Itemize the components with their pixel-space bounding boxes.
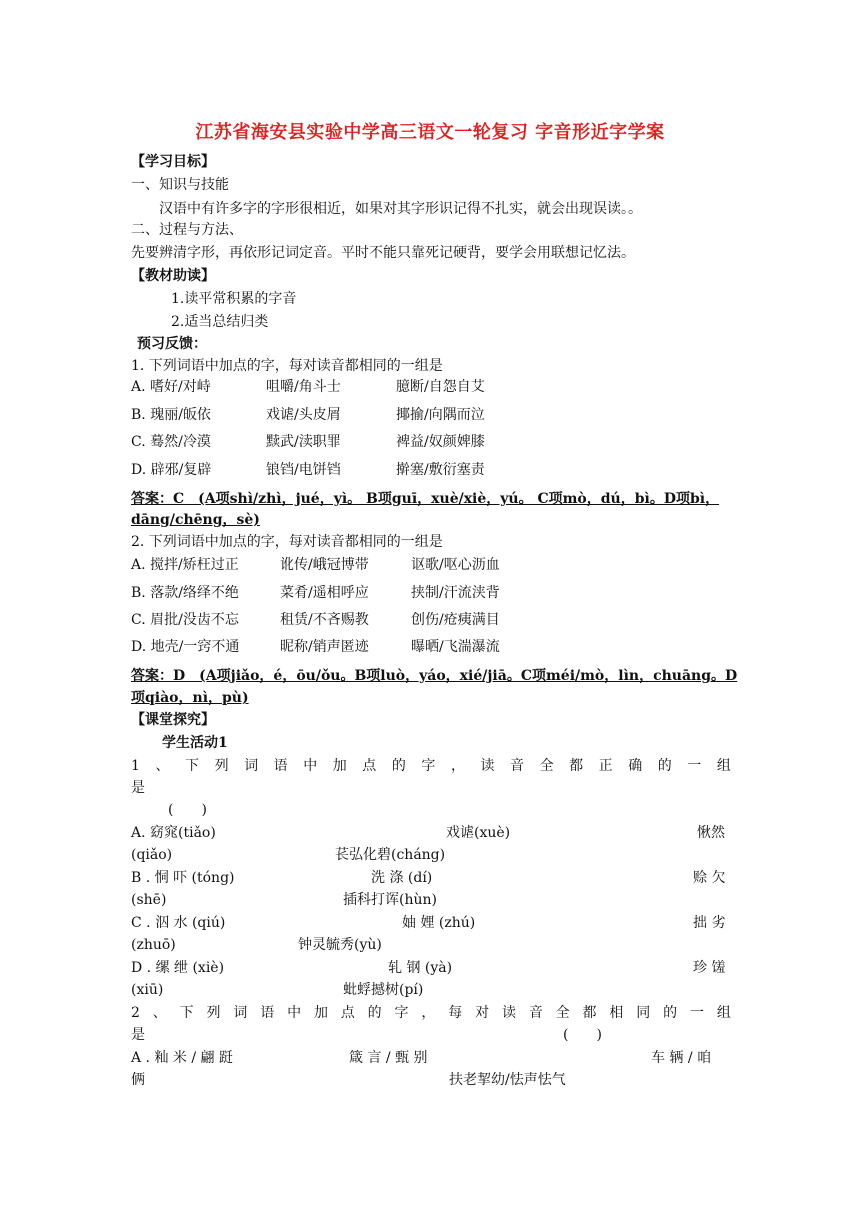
stem-char: 列 (206, 1005, 221, 1021)
activity-title: 学生活动1 (162, 735, 228, 751)
q2-option-d-1: D. 地壳/一窍不通 (131, 639, 240, 655)
page-title: 江苏省海安县实验中学高三语文一轮复习 字音形近字学案 (195, 122, 665, 143)
q2-option-d-3: 曝晒/飞湍瀑流 (411, 639, 500, 655)
answer-2 (131, 666, 737, 686)
goal2-text: 先要辨清字形，再依形记词定音。平时不能只靠死记硬背，要学会用联想记忆法。 (131, 245, 635, 261)
q1-option-a-2: 咀嚼/角斗士 (266, 379, 341, 395)
stem-char: 列 (214, 758, 229, 774)
exercise-1-stem-tail: 是 (131, 780, 145, 796)
stem-char: 词 (244, 758, 259, 774)
ex1-option-c-3-pinyin: (zhuō) (131, 937, 176, 953)
question-2: 2. 下列词语中加点的字，每对读音都相同的一组是 (131, 534, 443, 550)
stem-char: 组 (716, 758, 731, 774)
q1-option-a-1: A. 嗜好/对峙 (131, 379, 211, 395)
ex2-option-a-4: 扶老挈幼/怯声怯气 (449, 1072, 566, 1088)
stem-char: 、 (152, 1005, 167, 1021)
stem-char: 下 (179, 1005, 194, 1021)
ex1-option-d-3-pinyin: (xiū) (131, 982, 164, 998)
exercise-2-stem-tail: 是 (131, 1027, 145, 1043)
stem-char: 加 (332, 758, 347, 774)
section-aid-header: 【教材助读】 (131, 268, 215, 284)
ex1-option-d-1: D . 缧 绁 (xiè) (131, 960, 225, 976)
ex2-option-a-3: 车 辆 / 咱 (651, 1050, 712, 1066)
q1-option-b-1: B. 瑰丽/皈依 (131, 407, 211, 423)
q1-option-b-3: 揶揄/向隅而泣 (396, 407, 485, 423)
stem-char: 同 (636, 1005, 651, 1021)
goal2-title: 二、过程与方法、 (131, 222, 243, 238)
stem-char: 都 (569, 758, 584, 774)
q2-option-b-2: 菜肴/遥相呼应 (280, 585, 369, 601)
preview-header: 预习反馈： (137, 336, 207, 352)
ex1-option-a-1: A. 窈窕(tiǎo) (131, 825, 216, 841)
ex1-option-b-4: 插科打诨(hùn) (343, 892, 437, 908)
section-class-header: 【课堂探究】 (131, 712, 215, 728)
answer-2-label: 答案： (131, 668, 173, 684)
ex1-option-a-2: 戏谑(xuè) (446, 825, 511, 841)
stem-char: 字 (421, 758, 436, 774)
answer-1-line2: dāng/chēng，sè) (131, 512, 260, 528)
stem-char: 的 (391, 758, 406, 774)
ex2-option-a-3-tail: 俩 (131, 1072, 145, 1088)
q1-option-d-2: 锒铛/电饼铛 (266, 462, 341, 478)
exercise-1-stem (131, 756, 731, 776)
q2-option-d-2: 昵称/销声匿迹 (280, 639, 369, 655)
ex1-option-c-3: 拙 劣 (693, 915, 726, 931)
stem-char: ， (421, 1005, 436, 1021)
ex1-option-a-3-pinyin: (qiǎo) (131, 847, 173, 863)
stem-char: 字 (394, 1005, 409, 1021)
stem-char: 语 (260, 1005, 275, 1021)
stem-char: 音 (528, 1005, 543, 1021)
stem-char: 点 (340, 1005, 355, 1021)
aid-item-1: 1.读平常积累的字音 (171, 291, 297, 307)
q2-option-b-1: B. 落款/络绎不绝 (131, 585, 239, 601)
stem-char: 读 (501, 1005, 516, 1021)
ex1-option-a-3: 愀然 (697, 825, 725, 841)
q2-option-b-3: 挟制/汗流浃背 (411, 585, 500, 601)
stem-char: 全 (539, 758, 554, 774)
stem-char: 1 (131, 758, 140, 774)
q2-option-c-3: 创伤/疮痍满目 (411, 612, 500, 628)
q2-option-a-1: A. 搅拌/矫枉过正 (131, 557, 239, 573)
stem-char: 一 (689, 1005, 704, 1021)
section-goal-header: 【学习目标】 (131, 154, 215, 170)
stem-char: 2 (131, 1005, 140, 1021)
q1-option-c-2: 黩武/渎职罪 (266, 434, 341, 450)
q2-option-a-3: 讴歌/呕心沥血 (411, 557, 500, 573)
exercise-2-stem (131, 1003, 731, 1023)
stem-char: 读 (480, 758, 495, 774)
q2-option-c-2: 租赁/不吝赐教 (280, 612, 369, 628)
stem-char: 的 (663, 1005, 678, 1021)
stem-char: 、 (155, 758, 170, 774)
stem-char: 下 (185, 758, 200, 774)
stem-char: 点 (362, 758, 377, 774)
goal1-text: 汉语中有许多字的字形很相近，如果对其字形识记得不扎实，就会出现误读。。 (159, 201, 642, 217)
goal1-title: 一、知识与技能 (131, 177, 229, 193)
q2-option-c-1: C. 眉批/没齿不忘 (131, 612, 239, 628)
aid-item-2: 2.适当总结归类 (171, 314, 269, 330)
ex1-option-d-4: 蚍蜉撼树(pí) (343, 982, 424, 998)
stem-char: 词 (233, 1005, 248, 1021)
ex2-option-a-1: A . 籼 米 / 翩 跹 (131, 1050, 233, 1066)
q1-option-a-3: 臆断/自怨自艾 (396, 379, 485, 395)
stem-char: 每 (448, 1005, 463, 1021)
stem-char: 组 (716, 1005, 731, 1021)
ex1-option-c-2: 妯 娌 (zhú) (402, 915, 476, 931)
stem-char: 的 (657, 758, 672, 774)
answer-1-line1: C (A项shì/zhì，jué，yì。 B项guī，xuè/xiè，yú。 C项mò，dú，bì。D项bì， (173, 491, 720, 507)
ex1-option-b-2: 洗 涤 (dí) (371, 870, 433, 886)
stem-char: 中 (303, 758, 318, 774)
stem-char: 语 (273, 758, 288, 774)
stem-char: 加 (313, 1005, 328, 1021)
ex1-option-d-2: 轧 钢 (yà) (388, 960, 453, 976)
ex1-option-c-4: 钟灵毓秀(yù) (298, 937, 382, 953)
ex1-option-b-1: B . 恫 吓 (tóng) (131, 870, 235, 886)
answer-1 (131, 489, 719, 509)
answer-2-line1: D (A项jiǎo，é，ōu/ǒu。B项luò，yáo，xié/jiā。C项méi/mò，lìn，chuāng。D (173, 668, 738, 684)
exercise-1-answer-blank: ( ) (168, 802, 207, 818)
ex1-option-b-3-pinyin: (shē) (131, 892, 167, 908)
stem-char: ， (450, 758, 465, 774)
ex1-option-d-3: 珍 馐 (693, 960, 726, 976)
stem-char: 的 (367, 1005, 382, 1021)
question-1: 1. 下列词语中加点的字，每对读音都相同的一组是 (131, 358, 443, 374)
q1-option-c-3: 裨益/奴颜婢膝 (396, 434, 485, 450)
q1-option-d-1: D. 辟邪/复辟 (131, 462, 212, 478)
ex2-option-a-2: 箴 言 / 甄 别 (349, 1050, 428, 1066)
stem-char: 中 (287, 1005, 302, 1021)
ex1-option-b-3: 赊 欠 (693, 870, 726, 886)
stem-char: 对 (475, 1005, 490, 1021)
stem-char: 全 (555, 1005, 570, 1021)
q2-option-a-2: 讹传/峨冠博带 (280, 557, 369, 573)
q1-option-d-3: 擀塞/敷衍塞责 (396, 462, 485, 478)
ex1-option-a-4: 苌弘化碧(cháng) (335, 847, 446, 863)
answer-2-line2: 项qiào，nì，pù) (131, 690, 249, 706)
ex1-option-c-1: C . 泅 水 (qiú) (131, 915, 226, 931)
exercise-2-answer-blank: ( ) (563, 1027, 602, 1043)
stem-char: 音 (510, 758, 525, 774)
stem-char: 确 (628, 758, 643, 774)
stem-char: 一 (687, 758, 702, 774)
q1-option-c-1: C. 蓦然/冷漠 (131, 434, 211, 450)
stem-char: 正 (598, 758, 613, 774)
answer-1-label: 答案： (131, 491, 173, 507)
q1-option-b-2: 戏谑/头皮屑 (266, 407, 341, 423)
stem-char: 都 (582, 1005, 597, 1021)
stem-char: 相 (609, 1005, 624, 1021)
